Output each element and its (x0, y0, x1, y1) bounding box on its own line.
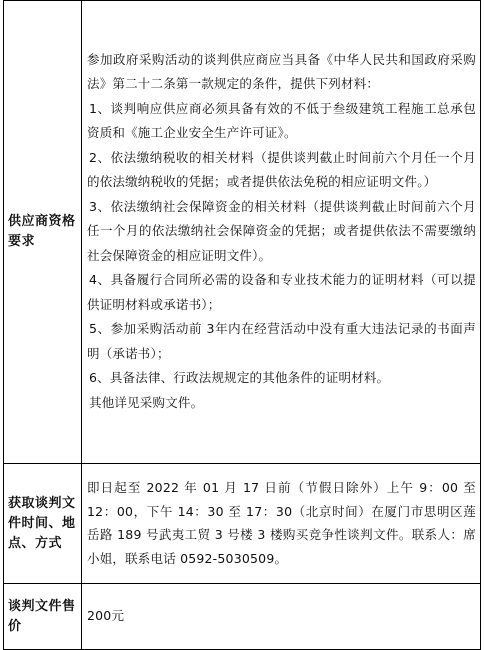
price-row (4, 584, 481, 650)
price-content (82, 584, 481, 650)
supplier-requirements-row (4, 1, 481, 464)
price-label: 谈判文件售价 (4, 584, 82, 650)
supplier-requirements-label: 供应商资格要求 (4, 1, 82, 464)
procurement-info-table (3, 0, 481, 650)
requirement-item-5: 5、参加采购活动前 3年内在经营活动中没有重大违法记录的书面声明（承诺书）； (87, 321, 476, 361)
supplier-requirements-content (82, 1, 481, 464)
acquisition-label: 获取谈判文件时间、地点、方式 (4, 464, 82, 584)
requirement-item-1: 1、谈判响应供应商必须具备有效的不低于叁级建筑工程施工总承包资质和《施工企业安全生产许可证》。 (87, 100, 476, 141)
requirement-item-4: 4、具备履行合同所必需的设备和专业技术能力的证明材料（可以提供证明材料或承诺书）； (87, 272, 476, 312)
price-value: 200元 (87, 608, 125, 623)
requirement-item-3: 3、依法缴纳社会保障资金的相关材料（提供谈判截止时间前六个月任一个月的依法缴纳社会保障资金的凭据；或者提供依法不需要缴纳社会保障资金的相应证明文件）。 (87, 198, 476, 263)
requirements-intro: 参加政府采购活动的谈判供应商应当具备《中华人民共和国政府采购法》第二十二条第一款规定的条件，提供下列材料： (87, 51, 476, 92)
acquisition-content (82, 464, 481, 584)
requirement-item-6: 6、具备法律、行政法规规定的其他条件的证明材料。 (89, 370, 390, 386)
requirement-item-2: 2、依法缴纳税收的相关材料（提供谈判截止时间前六个月任一个月的依法缴纳税收的凭据；或者提供依法免税的相应证明文件。） (87, 149, 476, 190)
requirements-see-also: 其他详见采购文件。 (89, 394, 204, 410)
acquisition-row (4, 464, 481, 584)
acquisition-text: 即日起至 2022 年 01 月 17 日前（节假日除外）上午 9：00 至 12：00，下午 14：30 至 17：30（北京时间）在厦门市思明区莲岳路 189 号武夷工贸 3 号楼 3 楼购买竞争性谈判文件。联系人：席小姐，联系电话 0592-5030509。 (87, 480, 476, 566)
